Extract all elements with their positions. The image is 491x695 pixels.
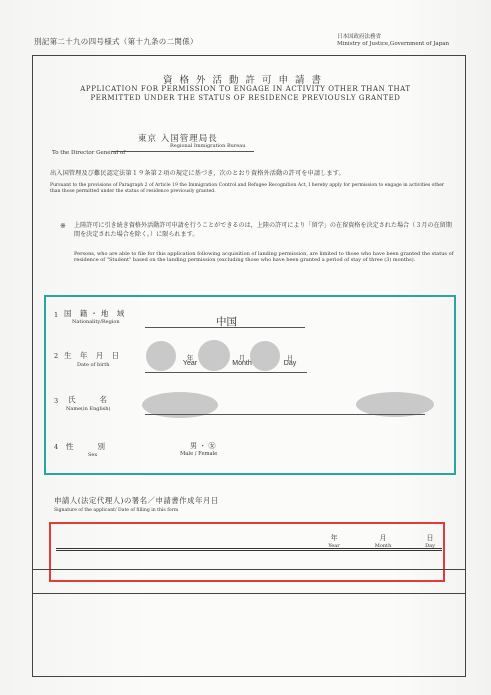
dob-month-unit [227,353,257,367]
sex-options-ja[interactable]: 男 ・ ㊛ [190,442,216,450]
form-title-en-line1: APPLICATION FOR PERMISSION TO ENGAGE IN ACTIVITY OTHER THAN THAT [80,85,411,93]
ministry-label [337,34,449,48]
name-label-en: Name(in English) [66,406,111,412]
name-label-ja: 氏 名 [68,395,110,404]
dob-year-ja: 年 [186,354,194,362]
dob-day-en: Day [283,360,297,367]
sig-month-en: Month [374,543,392,549]
nationality-label-en: Nationality/Region [72,319,120,325]
dob-year-en: Year [182,360,198,367]
signature-label-en: Signature of the applicant/ Date of filling in this form [54,508,179,513]
field-1-number: 1 [54,311,59,319]
redacted-birth-year [146,341,176,371]
form-reference: 別記第二十九の四号様式（第十九条の二関係） [34,37,198,46]
dob-month-en: Month [232,360,252,367]
sig-year-en: Year [328,543,340,549]
form-title-ja: 資格外活動許可申請書 [162,75,328,86]
addressee-ja: 東京 入国管理局長 [138,134,218,144]
dob-month-ja: 月 [238,354,246,362]
sex-label-ja: 性 別 [66,442,108,451]
ministry-ja: 日本国政府法務省 [337,34,382,40]
sex-label-en: Sex [88,452,98,458]
statement-en: Pursuant to the provisions of Paragraph 2 of Article 19 the Immigration Control and Refugee Recognition Act, I hereby apply for permission to engage in activities other than those permitted under the status of residence previously granted. [50,183,445,194]
dob-day-ja: 日 [286,354,294,362]
addressee-bureau-en: Regional Immigration Bureau [170,143,246,149]
dob-label-ja: 生 年 月 日 [64,351,123,360]
form-title-en-line2: PERMITTED UNDER THE STATUS OF RESIDENCE PREVIOUSLY GRANTED [90,93,401,102]
dob-line [145,372,307,373]
addressee-underline [112,151,254,152]
nationality-label-ja: 国 籍・地 域 [64,309,128,318]
sig-day-en: Day [425,543,435,549]
sig-year-ja: 年 [330,534,338,542]
nationality-line [145,327,305,328]
dob-day-unit [279,353,301,367]
signature-label-ja: 申請人(法定代理人)の署名／申請書作成年月日 [54,496,219,505]
dob-label-en: Date of birth [77,362,110,368]
field-4-number: 4 [54,443,59,451]
nationality-value[interactable]: 中国 [216,316,237,328]
statement-ja: 出入国管理及び難民認定法第１９条第２項の規定に基づき，次のとおり資格外活動の許可を申請します。 [50,170,345,177]
note-en: Persons, who are able to file for this application following acquisition of landing permission, are limited to those who have been granted the status of residence of "Student" based on the landing permission (excluding those who have been granted a period of stay of three (3) months). [74,251,454,264]
sex-options-en: Male / Female [180,451,218,457]
divider-2 [33,593,465,594]
name-line [145,414,425,415]
dob-year-unit [176,353,204,367]
field-3-number: 3 [54,397,59,405]
sig-month-ja: 月 [379,534,387,542]
signature-highlight [49,522,445,582]
addressee-to-en: To the Director General of [52,150,126,156]
field-2-number: 2 [54,352,59,360]
note-ja: 上陸許可に引き続き資格外活動許可申請を行うことができるのは，上陸の許可により「留学」の在留資格を決定された場合（３月の在留期間を決定された場合を除く。）に限られます。 [74,222,452,238]
divider-1 [33,569,465,570]
note-mark: ※ [60,222,66,230]
ministry-en: Ministry of Justice,Government of Japan [337,41,450,47]
sig-day-ja: 日 [426,534,434,542]
form-title-en [60,85,431,102]
